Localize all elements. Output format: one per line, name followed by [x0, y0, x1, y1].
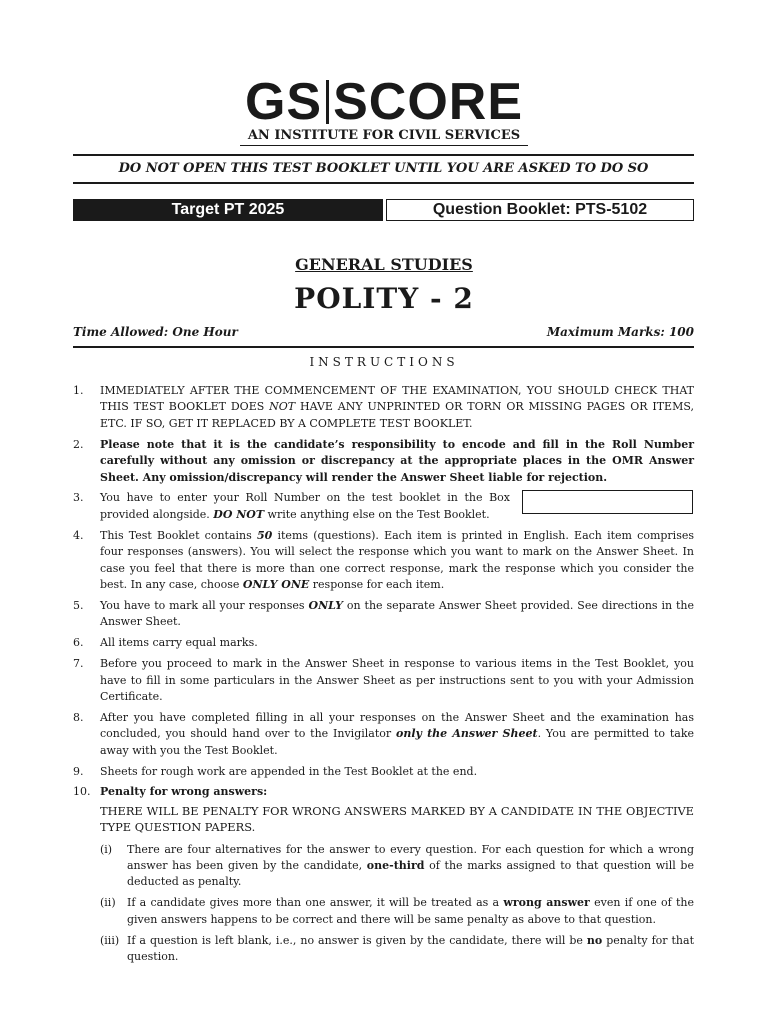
- subject-heading: GENERAL STUDIES: [295, 255, 473, 274]
- item-number: 4.: [73, 528, 84, 542]
- target-label: Target PT 2025: [73, 199, 383, 221]
- maximum-marks: Maximum Marks: 100: [546, 325, 694, 339]
- item-number: 2.: [73, 437, 84, 451]
- instruction-item: [73, 490, 694, 523]
- logo-score: SCORE: [333, 73, 524, 131]
- logo-tagline: AN INSTITUTE FOR CIVIL SERVICES: [240, 128, 528, 146]
- meta-rule: [73, 346, 694, 348]
- item-number: 3.: [73, 491, 84, 505]
- warning-rule: [73, 182, 694, 184]
- logo-gs: GS: [244, 73, 323, 131]
- instruction-item: [73, 764, 694, 780]
- item-number: 7.: [73, 657, 84, 671]
- instruction-item: [73, 383, 694, 432]
- time-allowed: Time Allowed: One Hour: [73, 325, 238, 339]
- item-text: All items carry equal marks.: [100, 636, 258, 650]
- item-number: 5.: [73, 598, 84, 612]
- instruction-item: [73, 784, 694, 800]
- roll-number-box[interactable]: [522, 490, 693, 514]
- exam-banner: [73, 199, 694, 221]
- penalty-subitem: [100, 842, 694, 891]
- subitem-number: (iii): [100, 933, 120, 947]
- instruction-item: [73, 437, 694, 486]
- logo-tagline-row: [0, 124, 768, 146]
- subitem-number: (i): [100, 842, 113, 856]
- item-text: Sheets for rough work are appended in the Test Booklet at the end.: [100, 764, 478, 778]
- instruction-item: [73, 710, 694, 759]
- instruction-item: [73, 528, 694, 594]
- logo: [0, 73, 768, 131]
- item-text: You have to enter your Roll Number on the test booklet in the Box provided alongside. DO NOT write anything else on the Test Booklet.: [100, 491, 510, 521]
- instruction-item: [73, 656, 694, 705]
- penalty-subitem: [100, 933, 694, 966]
- paper-title: POLITY - 2: [294, 282, 474, 315]
- item-text: IMMEDIATELY AFTER THE COMMENCEMENT OF THE EXAMINATION, YOU SHOULD CHECK THAT THIS TEST BOOKLET DOES NOT HAVE ANY UNPRINTED OR TORN OR MISSING PAGES OR ITEMS, ETC. IF SO, GET IT REPLACED BY A COMPLETE TEST BOOKLET.: [100, 384, 694, 430]
- item-number: 10.: [73, 785, 91, 799]
- booklet-code: Question Booklet: PTS-5102: [386, 199, 694, 221]
- item-text: Please note that it is the candidate’s responsibility to encode and fill in the Roll Number carefully without any omission or discrepancy at the appropriate places in the OMR Answer Sheet. Any omission/discrepancy will render the Answer Sheet liable for rejection.: [100, 437, 694, 484]
- subitem-number: (ii): [100, 896, 116, 910]
- subitem-text: If a candidate gives more than one answer, it will be treated as a wrong answer even if one of the given answers happens to be correct and there will be same penalty as above to that question.: [127, 896, 694, 926]
- subitem-text: There are four alternatives for the answer to every question. For each question for which a wrong answer has been given by the candidate, one-third of the marks assigned to that question will be deducted as penalty.: [127, 842, 694, 889]
- logo-divider: [326, 80, 329, 124]
- instruction-item: [73, 635, 694, 651]
- item-text: This Test Booklet contains 50 items (questions). Each item is printed in English. Each item comprises four responses (answers). You will select the response which you want to mark on the Answer Sheet. In case you feel that there is more than one correct response, mark the response which you consider the best. In any case, choose ONLY ONE response for each item.: [100, 528, 694, 591]
- item-text: Before you proceed to mark in the Answer Sheet in response to various items in the Test Booklet, you have to fill in some particulars in the Answer Sheet as per instructions sent to you with your Admission Certificate.: [100, 657, 694, 703]
- logo-wordmark: [244, 73, 524, 131]
- penalty-heading: Penalty for wrong answers:: [100, 785, 268, 799]
- item-text: After you have completed filling in all your responses on the Answer Sheet and the examination has concluded, you should hand over to the Invigilator only the Answer Sheet. You are permitted to take away with you the Test Booklet.: [100, 710, 695, 757]
- instructions-heading: INSTRUCTIONS: [309, 355, 459, 369]
- item-number: 6.: [73, 636, 84, 650]
- penalty-subitem: [100, 895, 694, 928]
- warning-text: DO NOT OPEN THIS TEST BOOKLET UNTIL YOU ARE ASKED TO DO SO: [118, 161, 649, 176]
- penalty-intro: THERE WILL BE PENALTY FOR WRONG ANSWERS MARKED BY A CANDIDATE IN THE OBJECTIVE TYPE QUESTION PAPERS.: [100, 803, 694, 835]
- subitem-text: If a question is left blank, i.e., no answer is given by the candidate, there will be no penalty for that question.: [127, 933, 694, 964]
- item-number: 1.: [73, 384, 84, 397]
- item-number: 9.: [73, 764, 84, 778]
- instructions-list: [73, 383, 694, 970]
- instruction-item: [73, 598, 694, 631]
- top-rule: [73, 154, 694, 156]
- item-text: You have to mark all your responses ONLY on the separate Answer Sheet provided. See directions in the Answer Sheet.: [100, 598, 694, 629]
- item-number: 8.: [73, 710, 84, 724]
